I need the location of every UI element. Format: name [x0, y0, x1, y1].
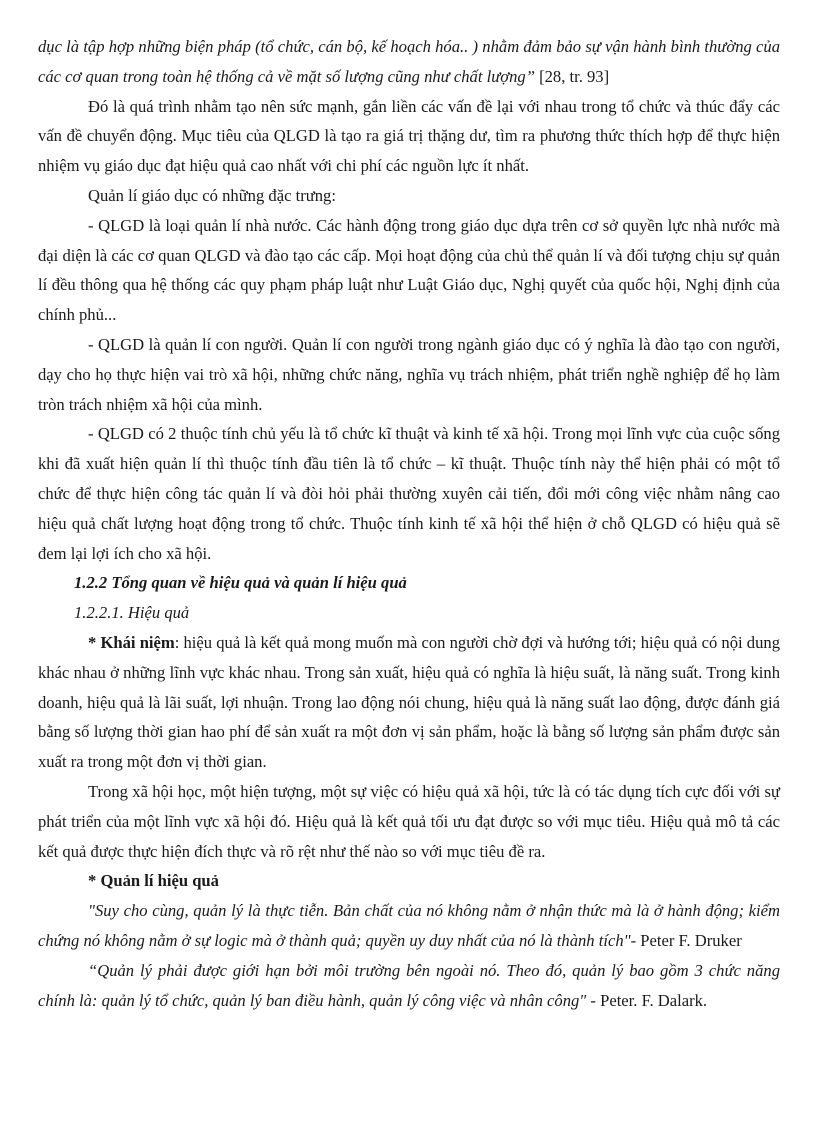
quote-text: dục là tập hợp những biện pháp (tổ chức, cán bộ, kế hoạch hóa.. ) nhằm đảm bảo sự vận hành bình thường của các cơ quan trong toàn hệ thống cả về mặt số lượng cũng như chất lượng” — [38, 37, 780, 86]
subsection-heading-1-2-2-1 — [38, 598, 780, 628]
heading-effective-management — [38, 866, 780, 896]
document-page — [38, 32, 780, 1015]
subsection-heading-text: 1.2.2.1. Hiệu quả — [74, 603, 190, 623]
druker-author: - Peter F. Druker — [630, 930, 742, 950]
paragraph-process: Đó là quá trình nhằm tạo nên sức mạnh, gắn liền các vấn đề lại với nhau trong tổ chức và thúc đẩy các vấn đề chuyển động. Mục tiêu của QLGD là tạo ra giá trị thặng dư, tìm ra phương thức thích hợp để thực hiện nhiệm vụ giáo dục đạt hiệu quả cao nhất với chi phí các nguồn lực ít nhất. — [38, 96, 780, 176]
druker-quote-text: "Suy cho cùng, quản lý là thực tiễn. Bản chất của nó không nằm ở nhận thức mà là ở hành động; kiểm chứng nó không nằm ở sự logic mà ở thành quả; quyền uy duy nhất của nó là thành tích" — [38, 901, 780, 950]
citation: [28, tr. 93] — [534, 66, 610, 86]
concept-text: : hiệu quả là kết quả mong muốn mà con người chờ đợi và hướng tới; hiệu quả có nội dung khác nhau ở những lĩnh vực khác nhau. Trong sản xuất, hiệu quả có nghĩa là hiệu suất, là năng suất. Trong kinh doanh, hiệu quả là lãi suất, lợi nhuận. Trong lao động nói chung, hiệu quả là năng suất lao động, được đánh giá bằng số lượng thời gian hao phí để sản xuất ra một đơn vị sản phẩm, hoặc là bằng số lượng sản phẩm được sản xuất ra trong một đơn vị thời gian. — [38, 632, 780, 772]
paragraph-state-management: - QLGD là loại quản lí nhà nước. Các hành động trong giáo dục dựa trên cơ sở quyền lực nhà nước mà đại diện là các cơ quan QLGD và đào tạo các cấp. Mọi hoạt động của chủ thể quản lí và đối tượng chịu sự quản lí đều thông qua hệ thống các quy phạm pháp luật như Luật Giáo dục, Nghị quyết của quốc hội, Nghị định của chính phủ... — [38, 215, 780, 325]
paragraph-characteristics-intro: Quản lí giáo dục có những đặc trưng: — [88, 185, 336, 205]
concept-label: * Khái niệm — [88, 632, 175, 652]
heading-effective-management-text: * Quản lí hiệu quả — [88, 871, 219, 891]
paragraph-dalark-quote — [38, 956, 780, 1016]
section-heading-text: 1.2.2 Tổng quan về hiệu quả và quản lí hiệu quả — [74, 573, 407, 593]
paragraph-quote-continuation — [38, 32, 780, 92]
paragraph-two-attributes: - QLGD có 2 thuộc tính chủ yếu là tổ chức kĩ thuật và kinh tế xã hội. Trong mọi lĩnh vực của cuộc sống khi đã xuất hiện quản lí thì thuộc tính đầu tiên là tổ chức – kĩ thuật. Thuộc tính này thể hiện phải có một tổ chức để thực hiện công tác quản lí và đòi hỏi phải thường xuyên cải tiến, đổi mới công việc nhằm nâng cao hiệu quả chất lượng hoạt động trong tổ chức. Thuộc tính kinh tế xã hội thể hiện ở chỗ QLGD có hiệu quả sẽ đem lại lợi ích cho xã hội. — [38, 424, 780, 563]
section-heading-1-2-2 — [38, 568, 780, 598]
paragraph-concept — [38, 628, 780, 777]
paragraph-sociology: Trong xã hội học, một hiện tượng, một sự việc có hiệu quả xã hội, tức là có tác dụng tích cực đối với sự phát triển của một lĩnh vực xã hội đó. Hiệu quả là kết quả tối ưu đạt được so với mục tiêu. Hiệu quả mô tả các kết quả được thực hiện đích thực và rõ rệt như thế nào so với mục tiêu đề ra. — [38, 781, 780, 861]
paragraph-druker-quote — [38, 896, 780, 956]
paragraph-people-management: - QLGD là quản lí con người. Quản lí con người trong ngành giáo dục có ý nghĩa là đào tạo con người, dạy cho họ thực hiện vai trò xã hội, những chức năng, nghĩa vụ trách nhiệm, phát triển nghề nghiệp để họ làm tròn trách nhiệm xã hội của mình. — [38, 334, 780, 414]
dalark-author: - Peter. F. Dalark. — [586, 990, 708, 1010]
dalark-quote-text: “Quản lý phải được giới hạn bởi môi trường bên ngoài nó. Theo đó, quản lý bao gồm 3 chức năng chính là: quản lý tổ chức, quản lý ban điều hành, quản lý công việc và nhân công" — [38, 960, 780, 1010]
